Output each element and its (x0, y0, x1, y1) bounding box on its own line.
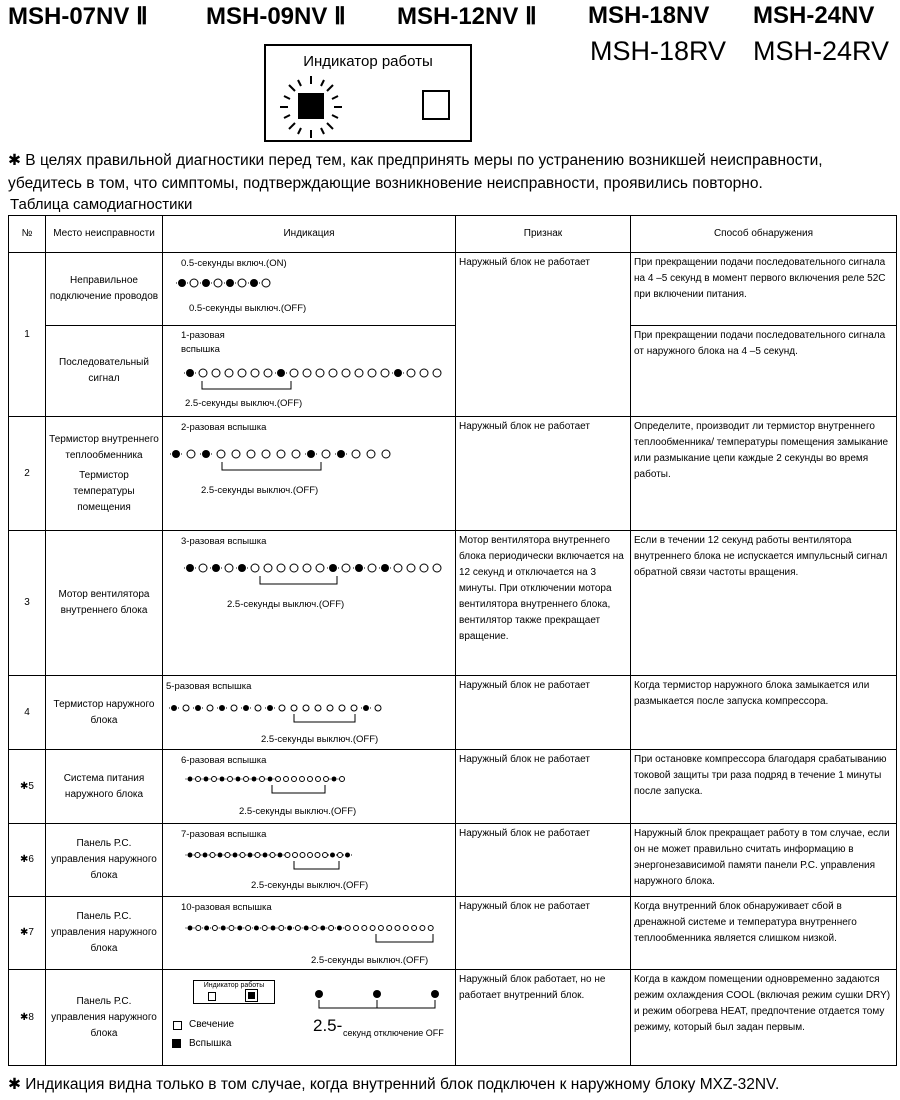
model-5: MSH-24NV (753, 2, 875, 29)
off-label: 2.5-секунды выключ.(OFF) (227, 599, 345, 610)
flash-on-dot (202, 777, 211, 782)
off-dot (300, 853, 305, 858)
off-dot (279, 705, 285, 711)
blink-pattern-8 (313, 984, 453, 1014)
off-dot (290, 369, 298, 377)
off-dot (277, 450, 285, 458)
flash-on-dot (285, 926, 294, 931)
row-number: ✱5 (9, 750, 46, 824)
off-label: 2.5-секунды выключ.(OFF) (261, 734, 379, 745)
row-number: 1 (9, 253, 46, 417)
off-dot (212, 926, 217, 931)
header-row (9, 216, 897, 253)
flash-on-dot (210, 564, 222, 572)
off-dot (270, 853, 275, 858)
note-line-1: ✱ В целях правильной диагностики перед тем, как предпринять меры по устранению возникшей неисправности, (8, 152, 823, 169)
off-dot (329, 369, 337, 377)
mini-indicator-figure (193, 980, 275, 1004)
off-dot (407, 564, 415, 572)
off-dot (323, 853, 328, 858)
sign-cell: Мотор вентилятора внутреннего блока периодически включается на 12 секунд и отключается на 3 минуты. При отключении мотора вентилятора внутреннего блока, вентилятор также прекращает вращение. (456, 531, 631, 676)
flash-on-dot (231, 853, 240, 858)
flash-on-dot (250, 777, 259, 782)
off-dot (315, 853, 320, 858)
off-dot (199, 369, 207, 377)
off-dot (285, 853, 290, 858)
flash-on-dot (234, 777, 243, 782)
flash-on-dot (269, 926, 278, 931)
flash-label: 5-разовая вспышка (166, 681, 252, 692)
note-line-2: убедитесь в том, что симптомы, подтверждающие возникновение неисправности, проявились повторно. (8, 175, 763, 192)
flash-label: 1-разовая вспышка (181, 330, 225, 355)
flash-on-dot (261, 853, 270, 858)
off-dot (292, 450, 300, 458)
off-dot (407, 369, 415, 377)
off-dot (251, 564, 259, 572)
row-number: ✱8 (9, 970, 46, 1066)
off-dot (244, 777, 249, 782)
flash-mark (431, 990, 439, 998)
off-dot (264, 369, 272, 377)
indication-cell (163, 417, 456, 531)
off-dot (187, 450, 195, 458)
flash-mark (315, 990, 323, 998)
off-bracket (201, 380, 301, 394)
off-dot (207, 705, 213, 711)
off-dot (354, 926, 359, 931)
off-dot (251, 369, 259, 377)
off-interval-line (377, 1000, 435, 1008)
fault-place: Панель Р.С. управления наружного блока (46, 897, 163, 970)
method-cell: При остановке компрессора благодаря срабатыванию токовой защиты три раза подряд в течение 1 минуты после запуска. (631, 750, 897, 824)
flash-on-dot (200, 279, 212, 287)
off-dot (403, 926, 408, 931)
off-dot (303, 705, 309, 711)
flash-on-dot (224, 279, 236, 287)
row-number: 4 (9, 676, 46, 750)
flash-on-dot (170, 450, 182, 458)
model-3: MSH-12NV Ⅱ (397, 3, 537, 30)
off-dot (420, 564, 428, 572)
off-dot (292, 777, 297, 782)
off-dot (375, 705, 381, 711)
off-label: 2.5-секунды выключ.(OFF) (201, 485, 319, 496)
off-dot (264, 564, 272, 572)
mini-flash-icon (248, 992, 255, 999)
flash-on-dot (169, 705, 179, 711)
fault-place: Панель Р.С. управления наружного блока (46, 824, 163, 897)
flash-on-dot (236, 564, 248, 572)
off-dot (420, 369, 428, 377)
off-dot (338, 853, 343, 858)
self-diagnostics-table (8, 215, 897, 1066)
mini-indicator-title: Индикатор работы (203, 982, 265, 989)
off-dot (196, 777, 201, 782)
off-dot (210, 853, 215, 858)
off-dot (382, 450, 390, 458)
off-dot (368, 369, 376, 377)
off-dot (368, 564, 376, 572)
indicator-title: Индикатор работы (303, 53, 433, 70)
table-row (9, 326, 897, 417)
flash-on-dot (343, 853, 352, 858)
off-dot (277, 564, 285, 572)
fault-place: Последовательный сигнал (46, 326, 163, 417)
off-dot (212, 369, 220, 377)
blink-pattern (177, 276, 277, 290)
off-bracket (221, 461, 331, 475)
off-dot (345, 926, 350, 931)
off-dot (322, 450, 330, 458)
off-interval-line (376, 934, 433, 942)
flash-on-dot (186, 777, 195, 782)
off-dot (290, 564, 298, 572)
off-dot (420, 926, 425, 931)
off-dot (190, 279, 198, 287)
off-dot (339, 705, 345, 711)
off-bracket (293, 713, 373, 727)
off-dot (308, 777, 313, 782)
sign-cell: Наружный блок не работает (456, 750, 631, 824)
method-cell: При прекращении подачи последовательного сигнала от наружного блока на 4 –5 секунд. (631, 326, 897, 417)
table-row (9, 253, 897, 326)
off-dot (387, 926, 392, 931)
off-dot (214, 279, 222, 287)
off-dot (196, 926, 201, 931)
header-indication: Индикация (163, 216, 456, 253)
blink-pattern (185, 848, 385, 862)
off-dot (255, 705, 261, 711)
flash-on-dot (202, 926, 211, 931)
legend-flash-label: Вспышка (189, 1038, 232, 1049)
off-dot (225, 564, 233, 572)
flash-label: 6-разовая вспышка (181, 755, 267, 766)
flash-on-dot (379, 564, 391, 572)
model-1: MSH-07NV Ⅱ (8, 3, 148, 30)
flash-on-dot (327, 564, 339, 572)
sign-cell: Наружный блок не работает (456, 253, 631, 417)
off-dot (238, 369, 246, 377)
flash-on-dot (184, 564, 196, 572)
fault-place-2: Термистор температуры помещения (73, 469, 135, 513)
fault-place: Термистор наружного блока (46, 676, 163, 750)
table-row (9, 417, 897, 531)
off-interval-line (222, 462, 321, 470)
off-dot (247, 450, 255, 458)
off-dot (262, 279, 270, 287)
off-dot (232, 450, 240, 458)
off-dot (433, 369, 441, 377)
fault-place (46, 417, 163, 531)
flash-on-dot (186, 853, 195, 858)
off-label: 2.5-секунды выключ.(OFF) (311, 955, 429, 966)
flash-on-dot (353, 564, 365, 572)
off-dot (351, 705, 357, 711)
legend-light-label: Свечение (189, 1019, 235, 1030)
off-dot (316, 369, 324, 377)
sign-cell: Наружный блок не работает (456, 417, 631, 531)
off-dot (199, 564, 207, 572)
header-sign: Признак (456, 216, 631, 253)
flash-on-dot (216, 853, 225, 858)
off-dot (262, 450, 270, 458)
blink-pattern (185, 366, 455, 380)
model-7: MSH-24RV (753, 36, 890, 66)
flash-label: 2-разовая вспышка (181, 422, 267, 433)
off-dot (212, 777, 217, 782)
off-dot (260, 777, 265, 782)
legend-light-icon (173, 1021, 182, 1030)
flash-on-dot (335, 926, 344, 931)
flash-on-dot (193, 705, 203, 711)
flash-on-dot (266, 777, 275, 782)
flash-on-dot (246, 853, 255, 858)
flash-on-dot (318, 926, 327, 931)
off-dot (240, 853, 245, 858)
off-dot (428, 926, 433, 931)
off-dot (195, 853, 200, 858)
off-dot (315, 705, 321, 711)
off-dot (303, 564, 311, 572)
lit-square-icon (298, 93, 324, 119)
table-row (9, 531, 897, 676)
header-method: Способ обнаружения (631, 216, 897, 253)
off-dot (362, 926, 367, 931)
flash-on-dot (217, 705, 227, 711)
off-dot (246, 926, 251, 931)
off-dot (225, 853, 230, 858)
off-big-number: 2.5- (313, 1016, 343, 1035)
sign-cell: Наружный блок не работает (456, 824, 631, 897)
off-label: 2.5-секунды выключ.(OFF) (185, 398, 303, 409)
fault-place: Система питания наружного блока (46, 750, 163, 824)
off-dot (238, 279, 246, 287)
method-cell: Когда в каждом помещении одновременно задаются режим охлаждения COOL (включая режим сушки DRY) и режим обогрева HEAT, предпочтение отдается тому режиму, который был задан первым. (631, 970, 897, 1066)
off-bracket (259, 575, 359, 589)
off-bracket (271, 784, 331, 798)
off-dot (284, 777, 289, 782)
row-number: ✱7 (9, 897, 46, 970)
table-row (9, 824, 897, 897)
sign-cell: Наружный блок не работает (456, 897, 631, 970)
off-bracket (293, 860, 353, 874)
indication-cell (163, 970, 456, 1066)
off-dot (367, 450, 375, 458)
flash-mark (373, 990, 381, 998)
method-cell: Если в течении 12 секунд работы вентилятора внутреннего блока не испускается импульсный сигнал обратной связи частоты вращения. (631, 531, 897, 676)
flash-on-dot (330, 777, 339, 782)
flash-on-dot (275, 369, 287, 377)
off-dot (324, 777, 329, 782)
off-dot (370, 926, 375, 931)
fault-place: Мотор вентилятора внутреннего блока (46, 531, 163, 676)
method-cell: Когда внутренний блок обнаруживает сбой в дренажной системе и температура внутреннего теплообменника является слишком низкой. (631, 897, 897, 970)
off-dot (228, 777, 233, 782)
off-dot (279, 926, 284, 931)
table-row (9, 676, 897, 750)
flash-on-dot (200, 450, 212, 458)
sign-cell: Наружный блок не работает (456, 676, 631, 750)
flash-on-dot (252, 926, 261, 931)
off-dot (229, 926, 234, 931)
flash-on-dot (248, 279, 260, 287)
off-label: 0.5-секунды выключ.(OFF) (189, 303, 307, 314)
mini-unlit-icon (208, 992, 216, 1001)
off-dot (316, 777, 321, 782)
off-interval-line (260, 576, 337, 584)
flash-on-dot (218, 777, 227, 782)
unlit-square-icon (422, 90, 450, 120)
flash-on-dot (305, 450, 317, 458)
off-interval-line (294, 861, 339, 869)
off-dot (308, 853, 313, 858)
off-dot (412, 926, 417, 931)
off-dot (276, 777, 281, 782)
table-caption: Таблица самодиагностики (10, 196, 193, 213)
off-dot (293, 853, 298, 858)
row-number: 3 (9, 531, 46, 676)
off-dot (291, 705, 297, 711)
flash-on-dot (328, 853, 337, 858)
off-dot (255, 853, 260, 858)
off-interval-line (272, 785, 325, 793)
fault-place-1: Термистор внутреннего теплообменника (49, 433, 159, 461)
flash-on-dot (176, 279, 188, 287)
indication-cell (163, 253, 456, 326)
indication-cell (163, 676, 456, 750)
operation-indicator-figure (264, 44, 472, 142)
off-dot (342, 564, 350, 572)
table-row (9, 897, 897, 970)
off-small-label: секунд отключение OFF (343, 1028, 444, 1038)
off-interval-line (294, 714, 355, 722)
header-num: № (9, 216, 46, 253)
fault-place: Неправильное подключение проводов (46, 253, 163, 326)
off-interval-line (202, 381, 291, 389)
flash-on-dot (392, 369, 404, 377)
off-dot (217, 450, 225, 458)
off-label: 2.5-секунды выключ.(OFF) (239, 806, 357, 817)
indication-cell (163, 531, 456, 676)
footer-note: ✱ Индикация видна только в том случае, когда внутренний блок подключен к наружному блоку MXZ-32NV. (8, 1076, 780, 1093)
legend-flash-icon (172, 1039, 181, 1048)
flash-on-dot (265, 705, 275, 711)
flash-label: 3-разовая вспышка (181, 536, 267, 547)
off-dot (340, 777, 345, 782)
row-number: 2 (9, 417, 46, 531)
flash-label: 7-разовая вспышка (181, 829, 267, 840)
off-dot (433, 564, 441, 572)
off-dot (352, 450, 360, 458)
table-row (9, 750, 897, 824)
off-dot (381, 369, 389, 377)
model-2: MSH-09NV Ⅱ (206, 3, 346, 30)
flash-on-dot (361, 705, 371, 711)
method-cell: Наружный блок прекращает работу в том случае, если он не может правильно считать информацию в энергонезависимой памяти панели Р.С. управления наружного блока. (631, 824, 897, 897)
off-dot (231, 705, 237, 711)
off-dot (342, 369, 350, 377)
flash-on-dot (276, 853, 285, 858)
off-dot (262, 926, 267, 931)
model-6: MSH-18RV (590, 36, 727, 66)
off-dot (300, 777, 305, 782)
flash-on-dot (302, 926, 311, 931)
header-place: Место неисправности (46, 216, 163, 253)
model-4: MSH-18NV (588, 2, 710, 29)
off-dot (394, 564, 402, 572)
row-number: ✱6 (9, 824, 46, 897)
method-cell: Определите, производит ли термистор внутреннего теплообменника/ температуры помещения замыкание или размыкание цепи каждые 2 секунды во время работы. (631, 417, 897, 531)
off-dot (327, 705, 333, 711)
off-bracket (375, 933, 455, 947)
indication-cell (163, 326, 456, 417)
off-dot (355, 369, 363, 377)
off-dot (378, 926, 383, 931)
off-dot (183, 705, 189, 711)
flash-on-dot (186, 926, 195, 931)
flash-on-dot (335, 450, 347, 458)
blink-pattern (185, 561, 455, 575)
off-dot (225, 369, 233, 377)
blink-pattern (171, 447, 411, 461)
off-dot (329, 926, 334, 931)
indication-cell (163, 750, 456, 824)
off-dot (303, 369, 311, 377)
flash-on-dot (241, 705, 251, 711)
off-label: 2.5-секунды выключ.(OFF) (251, 880, 369, 891)
indication-cell (163, 824, 456, 897)
off-dot (395, 926, 400, 931)
flash-on-dot (235, 926, 244, 931)
off-dot (295, 926, 300, 931)
method-cell: При прекращении подачи последовательного сигнала на 4 –5 секунд в момент первого включения реле 52С при включении питания. (631, 253, 897, 326)
sign-cell: Наружный блок работает, но не работает внутренний блок. (456, 970, 631, 1066)
flash-on-dot (219, 926, 228, 931)
off-dot (316, 564, 324, 572)
table-row (9, 970, 897, 1066)
off-interval-line (319, 1000, 377, 1008)
flash-on-dot (201, 853, 210, 858)
fault-place: Панель Р.С. управления наружного блока (46, 970, 163, 1066)
on-label: 0.5-секунды включ.(ON) (181, 258, 287, 269)
flash-label: 10-разовая вспышка (181, 902, 272, 913)
method-cell: Когда термистор наружного блока замыкается или размыкается после запуска компрессора. (631, 676, 897, 750)
off-dot (312, 926, 317, 931)
flash-on-dot (184, 369, 196, 377)
indication-cell (163, 897, 456, 970)
